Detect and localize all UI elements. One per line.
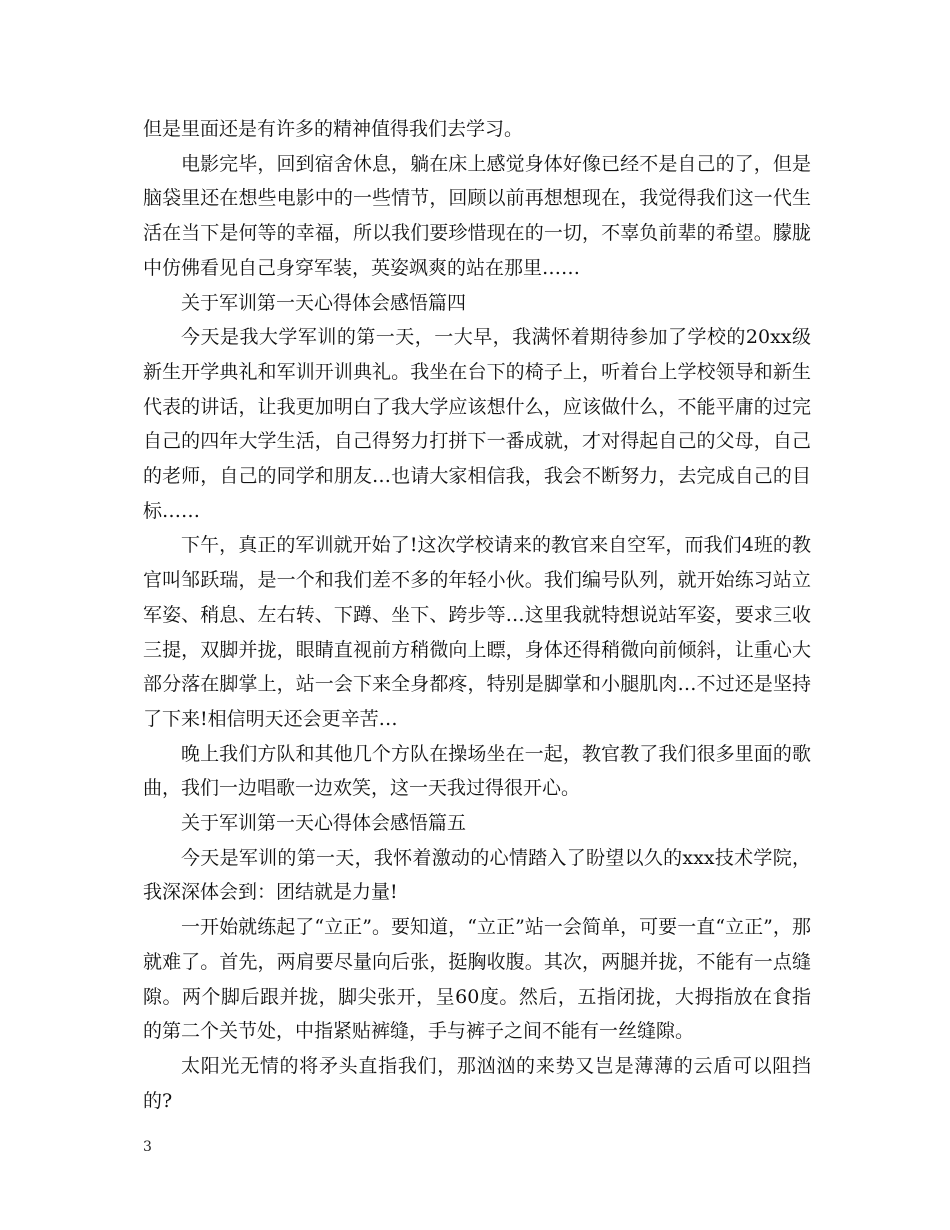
paragraph-7: 一开始就练起了“立正”。要知道，“立正”站一会简单，可要一直“立正”，那就难了。首先，两肩要尽量向后张，挺胸收腹。其次，两腿并拢，不能有一点缝隙。两个脚后跟并拢，脚尖张开，呈60度。然后，五指闭拢，大拇指放在食指的第二个关节处，中指紧贴裤缝，手与裤子之间不能有一丝缝隙。 bbox=[143, 916, 811, 1043]
page-number: 3 bbox=[143, 1139, 152, 1155]
paragraph-3: 今天是我大学军训的第一天，一大早，我满怀着期待参加了学校的20xx级新生开学典礼和军训开训典礼。我坐在台下的椅子上，听着台上学校领导和新生代表的讲话，让我更加明白了我大学应该想什么，应该做什么，不能平庸的过完自己的四年大学生活，自己得努力打拼下一番成就，才对得起自己的父母，自己的老师，自己的同学和朋友…也请大家相信我，我会不断努力，去完成自己的目标…… bbox=[143, 326, 811, 522]
section-heading-4: 关于军训第一天心得体会感悟篇四 bbox=[181, 291, 467, 314]
paragraph-1: 但是里面还是有许多的精神值得我们去学习。 bbox=[143, 118, 524, 140]
paragraph-2: 电影完毕，回到宿舍休息，躺在床上感觉身体好像已经不是自己的了，但是脑袋里还在想些电影中的一些情节，回顾以前再想想现在，我觉得我们这一代生活在当下是何等的幸福，所以我们要珍惜现在的一切，不辜负前辈的希望。朦胧中仿佛看见自己身穿军装，英姿飒爽的站在那里…… bbox=[143, 152, 811, 279]
document-body bbox=[143, 112, 811, 1118]
section-heading-5: 关于军训第一天心得体会感悟篇五 bbox=[181, 812, 467, 835]
paragraph-6: 今天是军训的第一天，我怀着激动的心情踏入了盼望以久的xxx技术学院，我深深体会到：团结就是力量! bbox=[143, 846, 811, 904]
paragraph-8: 太阳光无情的将矛头直指我们，那汹汹的来势又岂是薄薄的云盾可以阻挡的? bbox=[143, 1054, 811, 1112]
paragraph-4: 下午，真正的军训就开始了!这次学校请来的教官来自空军，而我们4班的教官叫邹跃瑞，是一个和我们差不多的年轻小伙。我们编号队列，就开始练习站立军姿、稍息、左右转、下蹲、坐下、跨步等…这里我就特想说站军姿，要求三收三提，双脚并拢，眼睛直视前方稍微向上瞟，身体还得稍微向前倾斜，让重心大部分落在脚掌上，站一会下来全身都疼，特别是脚掌和小腿肌肉…不过还是坚持了下来!相信明天还会更辛苦… bbox=[143, 534, 811, 730]
paragraph-5: 晚上我们方队和其他几个方队在操场坐在一起，教官教了我们很多里面的歌曲，我们一边唱歌一边欢笑，这一天我过得很开心。 bbox=[143, 742, 811, 800]
